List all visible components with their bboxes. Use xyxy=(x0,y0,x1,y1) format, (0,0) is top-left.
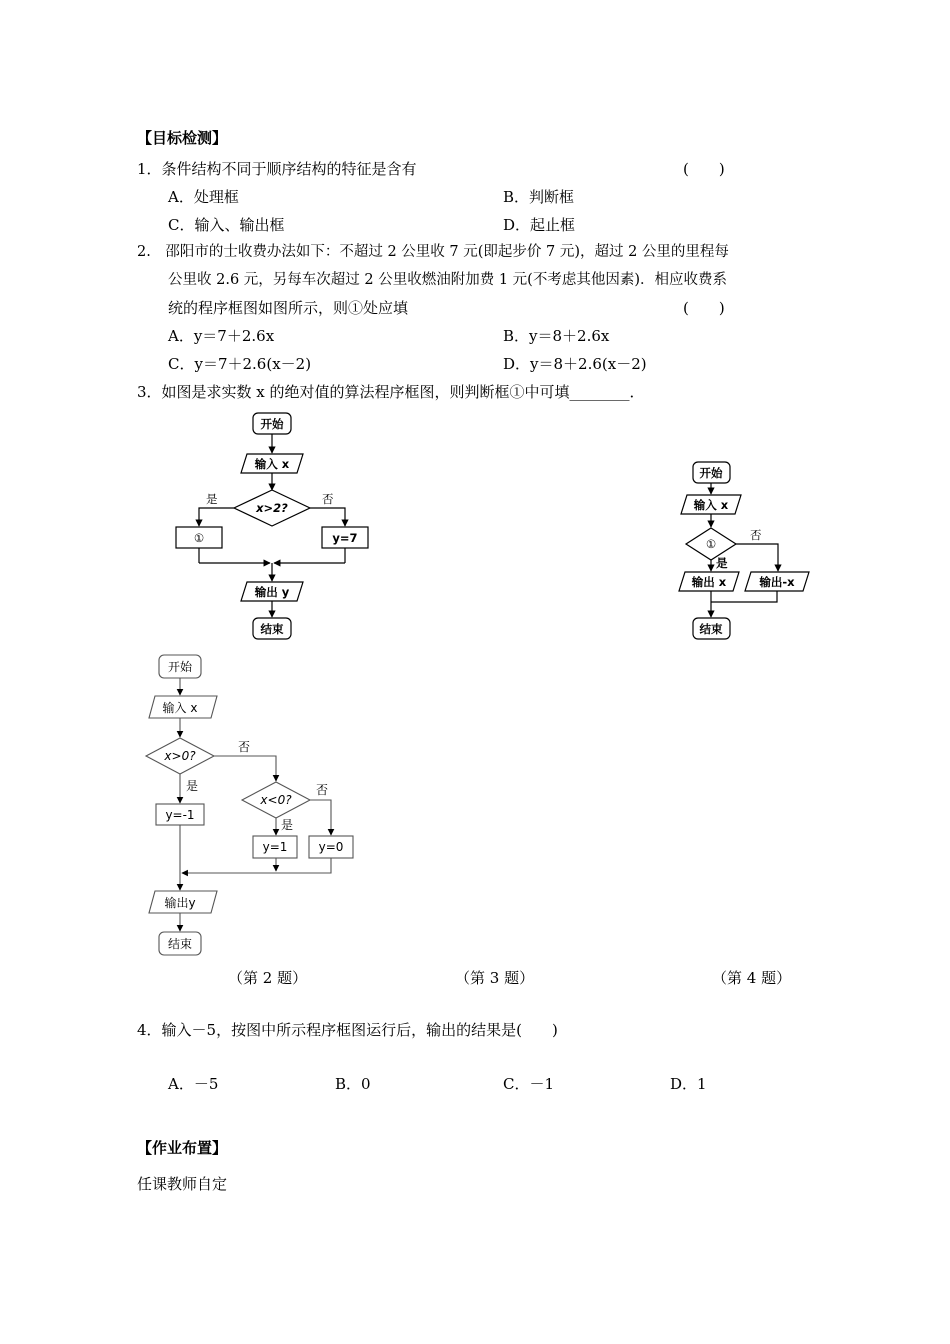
fig4-box3-label: y=0 xyxy=(318,840,344,854)
q2-line2: 公里收 2.6 元，另每车次超过 2 公里收燃油附加费 1 元(不考虑其他因素)．相应收费系 xyxy=(168,272,727,288)
fig3-input-label: 输入 x xyxy=(693,498,729,512)
flowchart-fig2 xyxy=(176,413,368,639)
fig4-end-label: 结束 xyxy=(167,937,193,951)
fig3-out1-label: 输出 x xyxy=(691,575,727,589)
fig4-box2-label: y=1 xyxy=(262,840,288,854)
fig2-box1-label: ① xyxy=(193,531,205,545)
fig4-cond2-label: x<0? xyxy=(260,793,292,807)
fig4-no1-label: 否 xyxy=(238,740,251,754)
q1-option-a: A．处理框 xyxy=(168,188,239,206)
q3-stem: 3．如图是求实数 x 的绝对值的算法程序框图，则判断框①中可填________． xyxy=(137,383,645,401)
q1-option-d: D．起止框 xyxy=(503,216,576,234)
fig4-yes2-label: 是 xyxy=(281,818,294,832)
q1-paren: ( ) xyxy=(683,160,725,178)
fig2-input-label: 输入 x xyxy=(254,457,290,471)
q2-paren: ( ) xyxy=(683,299,725,317)
fig4-yes1-label: 是 xyxy=(186,779,199,793)
fig3-cond-label: ① xyxy=(705,537,717,551)
fig4-no2-label: 否 xyxy=(316,783,329,797)
fig3-yes-label: 是 xyxy=(716,556,728,570)
fig2-box2-label: y=7 xyxy=(332,531,358,545)
flowchart-fig4 xyxy=(146,655,353,955)
flowchart-fig3 xyxy=(679,462,809,639)
fig2-end-label: 结束 xyxy=(260,622,284,636)
q4-option-d: D．1 xyxy=(670,1075,707,1093)
fig2-cond-label: x>2? xyxy=(256,501,288,515)
q4-option-a: A．－5 xyxy=(168,1075,219,1093)
q2-option-d: D．y＝8＋2.6(x－2) xyxy=(503,355,647,373)
fig3-out2-label: 输出-x xyxy=(759,575,795,589)
fig3-no-label: 否 xyxy=(750,528,762,542)
fig3-end-label: 结束 xyxy=(699,622,723,636)
fig4-start-label: 开始 xyxy=(167,660,193,674)
q2-line3: 统的程序框图如图所示，则①处应填 xyxy=(168,299,409,317)
q2-option-c: C．y＝7＋2.6(x－2) xyxy=(168,355,312,373)
q4-option-c: C．－1 xyxy=(503,1075,555,1093)
fig2-start-label: 开始 xyxy=(260,417,284,431)
fig3-start-label: 开始 xyxy=(699,466,723,480)
q1-stem: 1．条件结构不同于顺序结构的特征是含有 xyxy=(137,160,417,178)
fig4-output-label: 输出y xyxy=(164,896,196,910)
q2-option-b: B．y＝8＋2.6x xyxy=(503,327,610,345)
q2-line1: 2. 邵阳市的士收费办法如下：不超过 2 公里收 7 元(即起步价 7 元)，超过 2 公里的里程每 xyxy=(137,244,729,260)
fig2-yes-label: 是 xyxy=(206,492,218,506)
section-title-target: 【目标检测】 xyxy=(137,129,228,147)
q4-option-b: B．0 xyxy=(335,1075,371,1093)
q2-option-a: A．y＝7＋2.6x xyxy=(168,327,275,345)
caption-fig3: （第 3 题） xyxy=(455,969,535,987)
caption-fig2: （第 2 题） xyxy=(228,969,308,987)
q4-stem: 4．输入－5，按图中所示程序框图运行后，输出的结果是( ) xyxy=(137,1021,558,1039)
fig2-no-label: 否 xyxy=(322,492,334,506)
fig2-output-label: 输出 y xyxy=(254,585,290,599)
caption-fig4: （第 4 题） xyxy=(712,969,792,987)
section-title-homework: 【作业布置】 xyxy=(137,1139,228,1157)
homework-text: 任课教师自定 xyxy=(137,1175,228,1193)
q1-option-b: B．判断框 xyxy=(503,188,575,206)
q1-option-c: C．输入、输出框 xyxy=(168,216,285,234)
fig4-input-label: 输入 x xyxy=(162,701,198,715)
fig4-box1-label: y=-1 xyxy=(165,808,195,822)
fig4-cond1-label: x>0? xyxy=(164,749,196,763)
